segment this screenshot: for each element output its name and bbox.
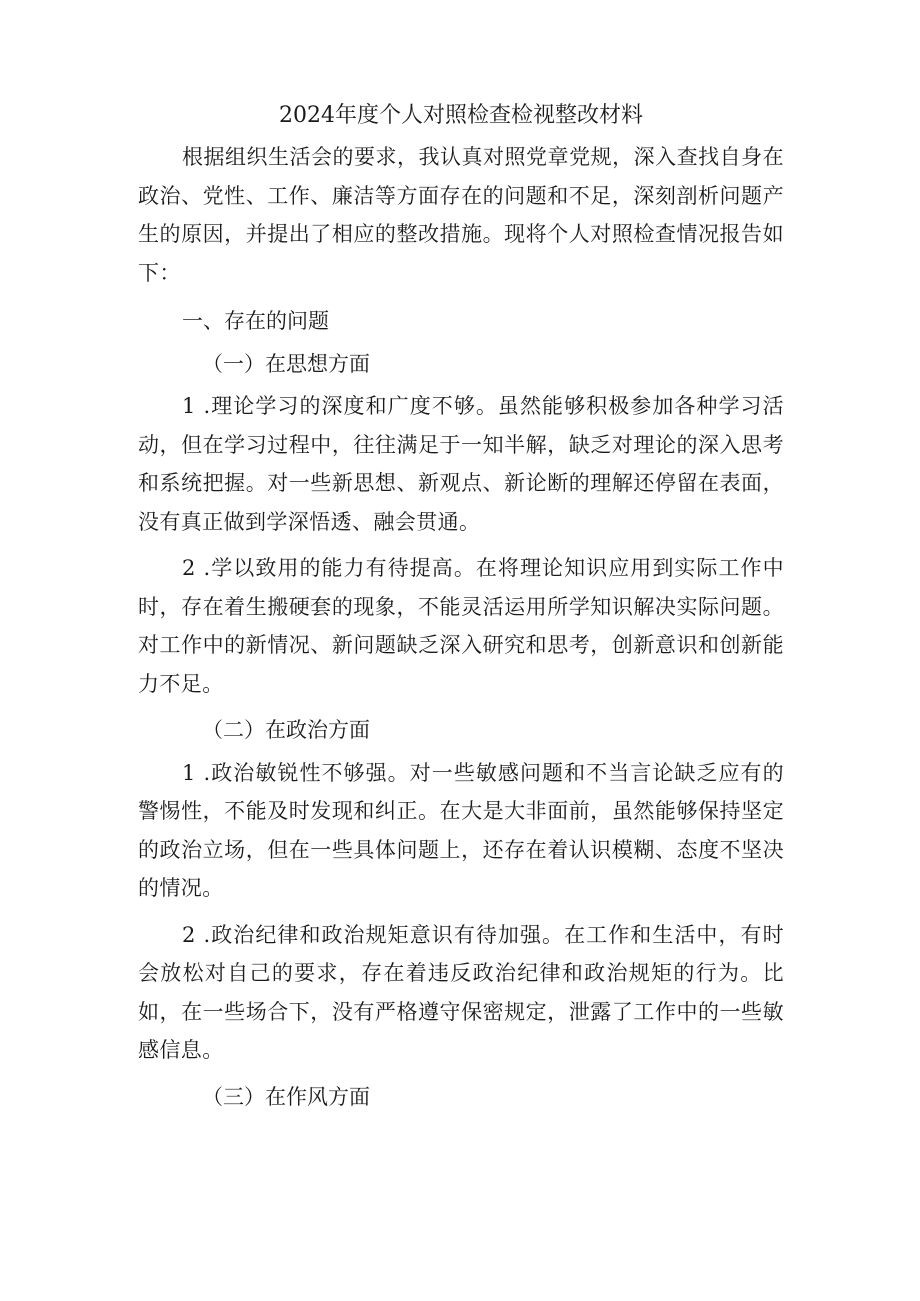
thought-item-1: 1 .理论学习的深度和广度不够。虽然能够积极参加各种学习活动，但在学习过程中，往往满足于一知半解，缺乏对理论的深入思考和系统把握。对一些新思想、新观点、新论断的理解还停留在表面，没有真正做到学深悟透、融会贯通。 [138,394,784,534]
subsection-heading-politics: （二）在政治方面 [202,718,370,742]
thought-item-2: 2 .学以致用的能力有待提高。在将理论知识应用到实际工作中时，存在着生搬硬套的现象，不能灵活运用所学知识解决实际问题。对工作中的新情况、新问题缺乏深入研究和思考，创新意识和创新能力不足。 [138,556,784,696]
section-heading-problems: 一、存在的问题 [182,309,329,333]
subsection-heading-thought: （一）在思想方面 [202,351,370,376]
subsection-heading-style: （三）在作风方面 [202,1084,370,1109]
document-page [138,96,784,1120]
intro-paragraph: 根据组织生活会的要求，我认真对照党章党规，深入查找自身在政治、党性、工作、廉洁等方面存在的问题和不足，深刻剖析问题产生的原因，并提出了相应的整改措施。现将个人对照检查情况报告如下： [138,145,784,285]
document-title: 2024年度个人对照检查检视整改材料 [279,103,643,128]
politics-item-1: 1 .政治敏锐性不够强。对一些敏感问题和不当言论缺乏应有的警惕性，不能及时发现和纠正。在大是大非面前，虽然能够保持坚定的政治立场，但在一些具体问题上，还存在着认识模糊、态度不坚决的情况。 [138,760,784,900]
politics-item-2: 2 .政治纪律和政治规矩意识有待加强。在工作和生活中，有时会放松对自己的要求，存在着违反政治纪律和政治规矩的行为。比如，在一些场合下，没有严格遵守保密规定，泄露了工作中的一些敏感信息。 [138,922,784,1062]
